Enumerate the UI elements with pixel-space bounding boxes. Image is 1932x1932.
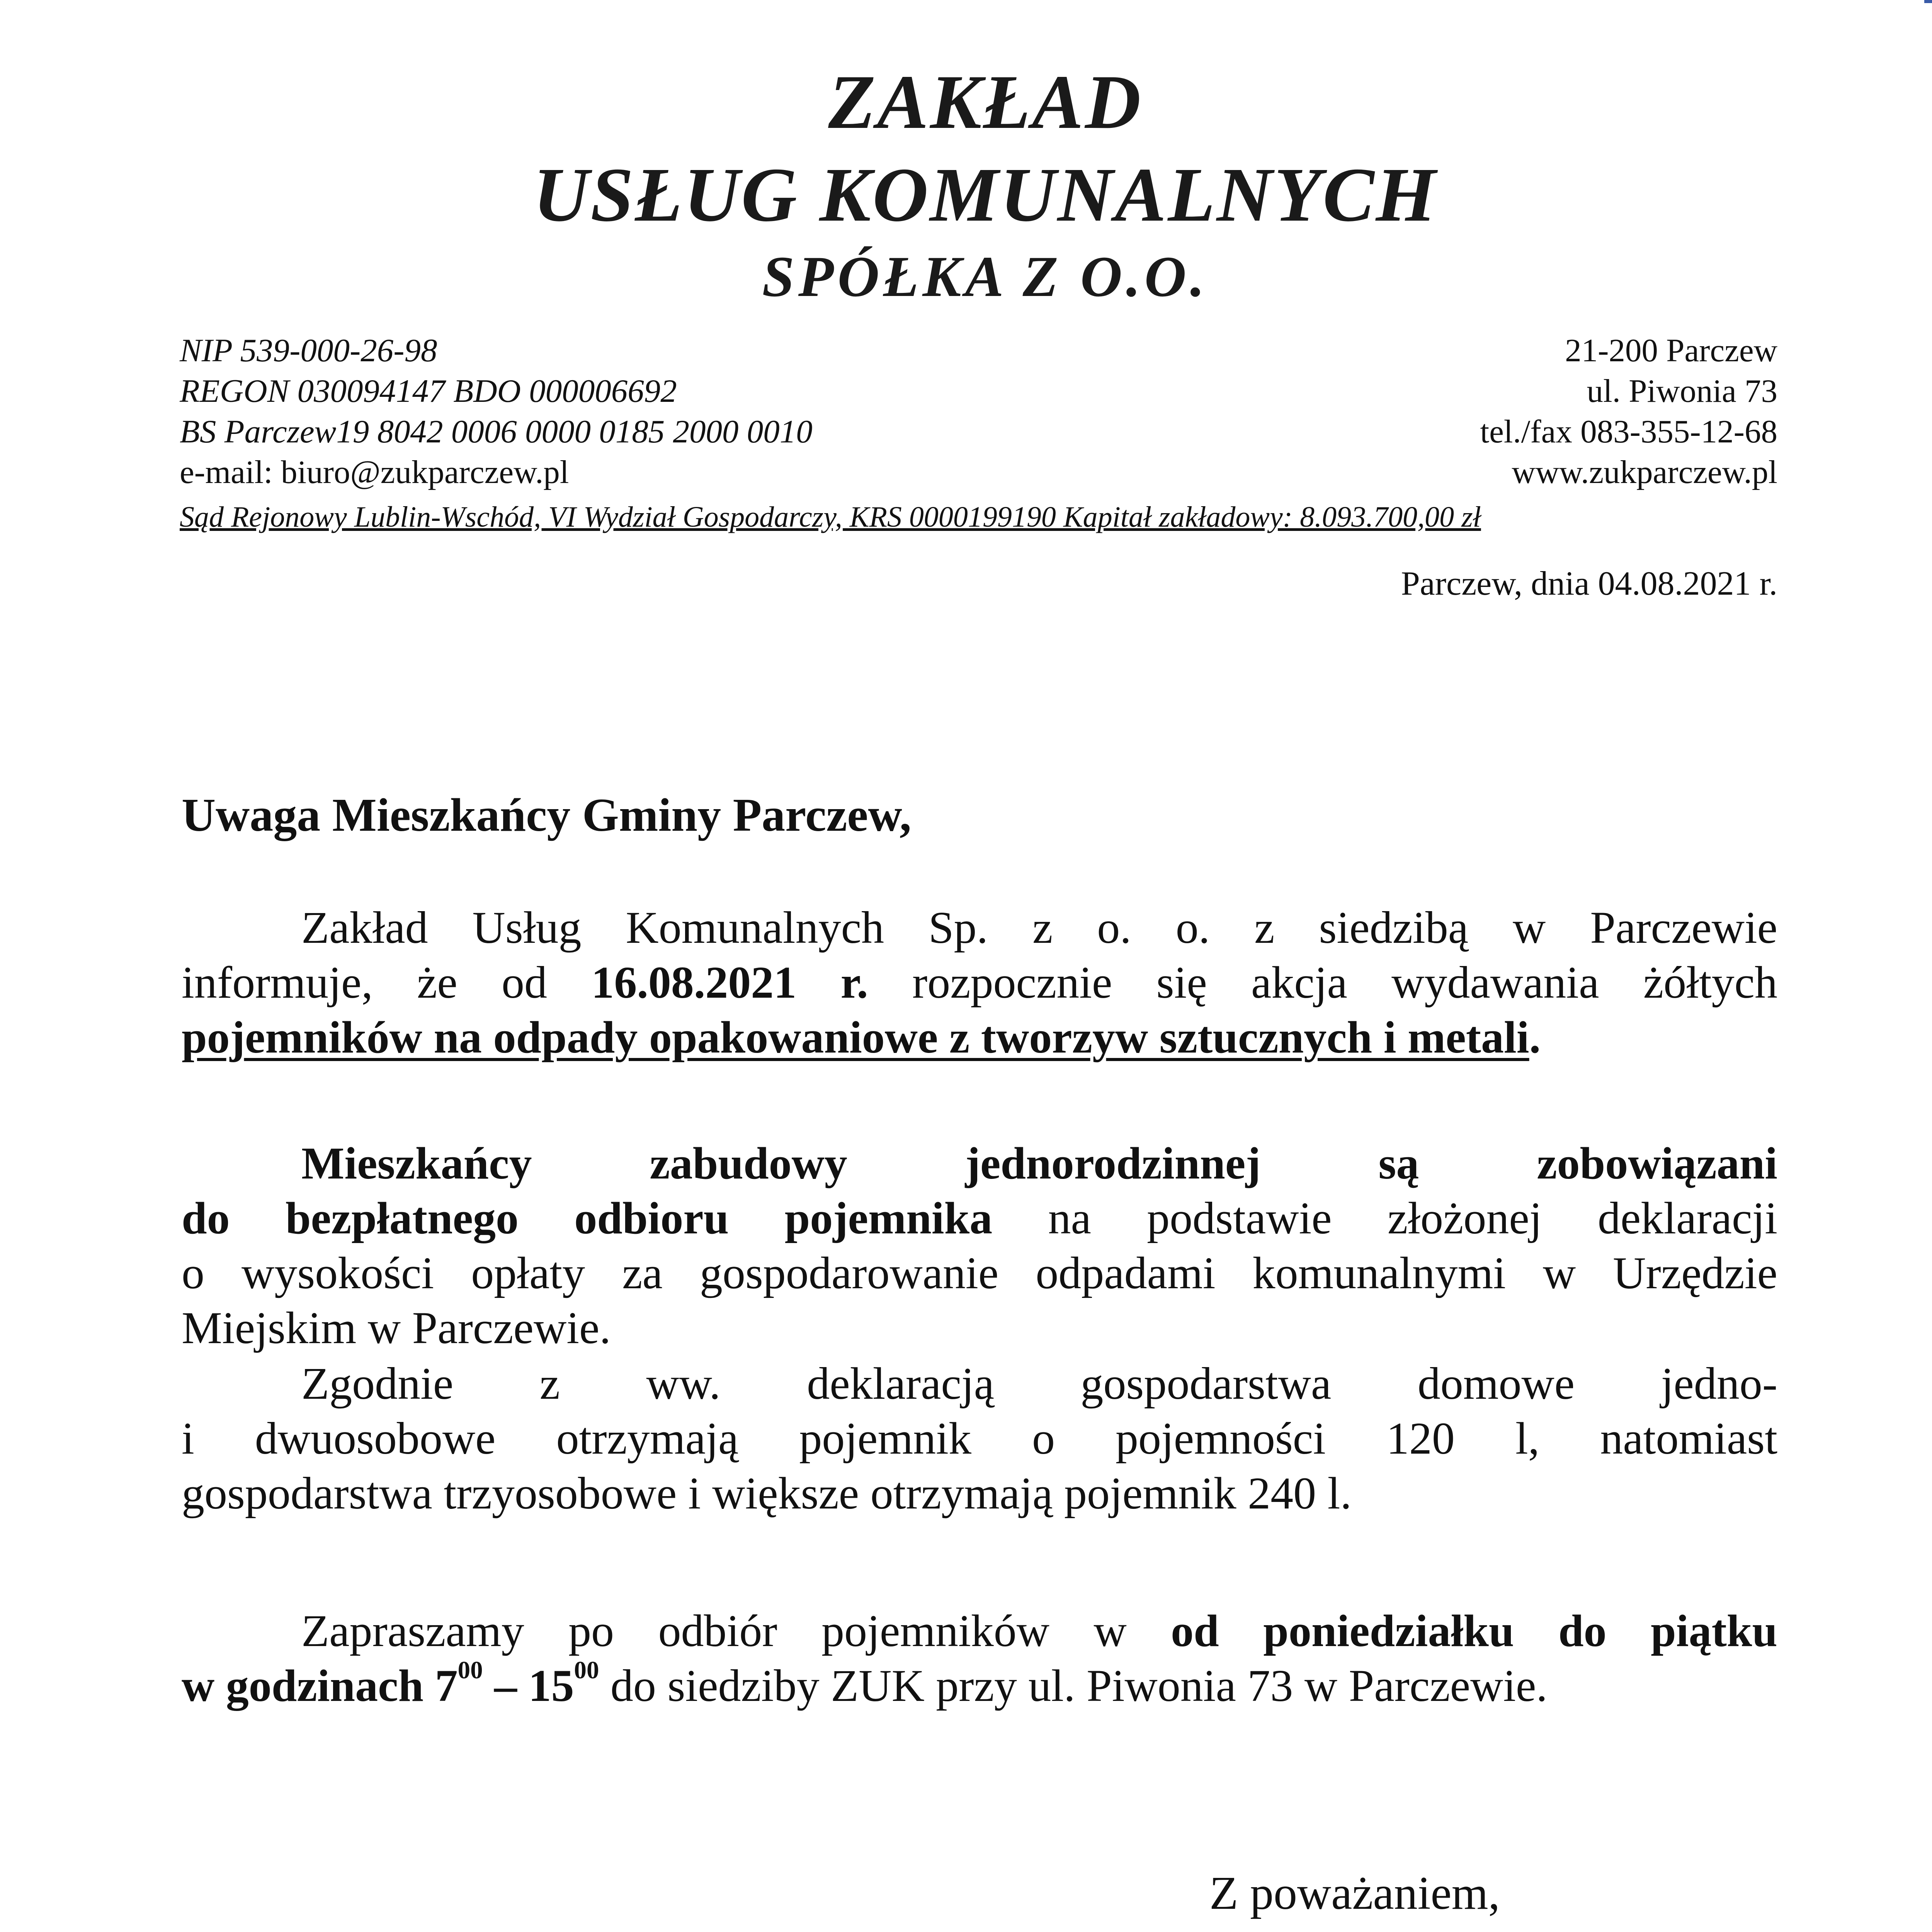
- paragraph-line: i dwuosobowe otrzymają pojemnik o pojemności 120 l, natomiast: [182, 1413, 1777, 1464]
- text-run: w godzinach 7: [182, 1660, 458, 1711]
- paragraph-line: [182, 1658, 1777, 1713]
- free-pickup-text: do bezpłatnego odbioru pojemnika: [182, 1193, 993, 1243]
- start-date: 16.08.2021 r.: [591, 957, 868, 1008]
- text-run: informuje, że od: [182, 957, 592, 1008]
- paragraph-line: [182, 955, 1777, 1010]
- paragraph-obligation: [182, 1136, 1777, 1355]
- text-run: rozpocznie się akcja wydawania żółtych: [868, 957, 1778, 1008]
- text-run: na podstawie złożonej deklaracji: [992, 1193, 1777, 1243]
- court-registry-line: Sąd Rejonowy Lublin-Wschód, VI Wydział Gospodarczy, KRS 0000199190 Kapitał zakładowy: 8.093.700,00 zł: [180, 501, 1481, 533]
- postal-city: 21-200 Parczew: [1565, 332, 1777, 369]
- pickup-hours: [182, 1656, 599, 1711]
- paragraph-line: [182, 1604, 1777, 1658]
- paragraph-line: Miejskim w Parczewie.: [182, 1303, 611, 1353]
- website: www.zukparczew.pl: [1512, 454, 1777, 490]
- paragraph-line: [182, 1191, 1777, 1246]
- nip-number: NIP 539-000-26-98: [180, 332, 437, 369]
- paragraph-pickup-hours: [182, 1604, 1777, 1713]
- paragraph-line: o wysokości opłaty za gospodarowanie odpadami komunalnymi w Urzędzie: [182, 1248, 1777, 1298]
- superscript: 00: [457, 1656, 483, 1684]
- company-name-line-3: SPÓŁKA Z O.O.: [762, 245, 1209, 309]
- street-address: ul. Piwonia 73: [1587, 373, 1777, 409]
- paragraph-line: Mieszkańcy zabudowy jednorodzinnej są zobowiązani: [301, 1138, 1777, 1189]
- pickup-days: od poniedziałku do piątku: [1171, 1605, 1777, 1656]
- text-run: – 15: [483, 1660, 574, 1711]
- paragraph-line: Zgodnie z ww. deklaracją gospodarstwa domowe jedno-: [301, 1358, 1777, 1409]
- scan-edge-mark: [1924, 0, 1932, 3]
- paragraph-line: [182, 1010, 1777, 1065]
- text-run: Zapraszamy po odbiór pojemników w: [301, 1605, 1171, 1656]
- container-type: pojemników na odpady opakowaniowe z tworzyw sztucznych i metali: [182, 1012, 1529, 1063]
- bank-account: BS Parczew19 8042 0006 0000 0185 2000 0010: [180, 413, 813, 450]
- text-run: do siedziby ZUK przy ul. Piwonia 73 w Parczewie.: [599, 1660, 1548, 1711]
- superscript: 00: [574, 1656, 599, 1684]
- email-address: e-mail: biuro@zukparczew.pl: [180, 454, 569, 490]
- closing-salutation: Z poważaniem,: [1209, 1867, 1500, 1919]
- document-date: Parczew, dnia 04.08.2021 r.: [1401, 565, 1777, 602]
- company-name-line-1: ZAKŁAD: [828, 60, 1143, 145]
- company-name-line-2: USŁUG KOMUNALNYCH: [533, 152, 1438, 238]
- greeting: Uwaga Mieszkańcy Gminy Parczew,: [182, 789, 912, 841]
- paragraph-announcement: [182, 900, 1777, 1065]
- phone-fax: tel./fax 083-355-12-68: [1480, 413, 1777, 450]
- regon-bdo-number: REGON 030094147 BDO 000006692: [180, 373, 677, 409]
- paragraph-line: Zakład Usług Komunalnych Sp. z o. o. z siedzibą w Parczewie: [301, 902, 1777, 953]
- paragraph-line: gospodarstwa trzyosobowe i większe otrzymają pojemnik 240 l.: [182, 1468, 1352, 1519]
- text-run: .: [1529, 1012, 1541, 1063]
- paragraph-capacity: [182, 1356, 1777, 1521]
